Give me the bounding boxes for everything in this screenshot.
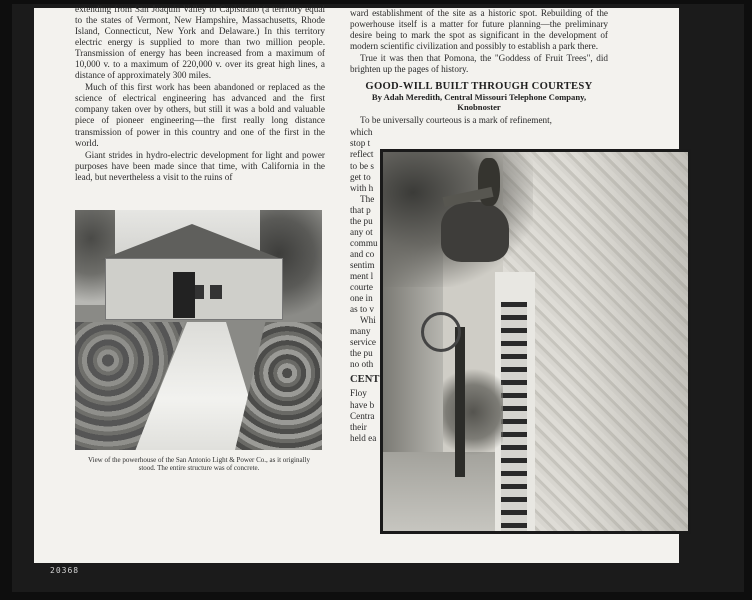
covered-line-2: reflect <box>350 149 374 160</box>
covered-line-b-2: Centra <box>350 410 375 421</box>
covered-heading: CENT <box>350 374 380 386</box>
covered-line-17: Whi <box>360 315 376 326</box>
byline-location: Knobnoster <box>457 102 501 113</box>
covered-line-b-3: their <box>350 421 367 432</box>
covered-line-19: service <box>350 337 377 348</box>
powerhouse-photo <box>75 210 322 450</box>
covered-line-8: the pu <box>350 215 373 226</box>
covered-line-b-1: have b <box>350 399 375 410</box>
covered-line-6: The <box>360 193 375 204</box>
covered-line-0: which <box>350 127 373 138</box>
covered-line-b-0: Floy <box>350 388 367 399</box>
covered-line-9: any ot <box>350 226 373 237</box>
byline <box>350 92 608 112</box>
article-heading: GOOD-WILL BUILT THROUGH COURTESY <box>365 81 593 93</box>
covered-line-20: the pu <box>350 348 373 359</box>
covered-line-15: one in <box>350 293 373 304</box>
covered-line-13: ment l <box>350 270 374 281</box>
film-number: 20368 <box>50 566 80 575</box>
photo-caption: View of the powerhouse of the San Antonio Light & Power Co., as it originally stood. The entire structure was of concrete. <box>88 456 310 473</box>
covered-line-7: that p <box>350 204 371 215</box>
covered-line-4: get to <box>350 171 371 182</box>
right-paragraph-1: ward establishment of the site as a historic spot. Rebuilding of the powerhouse itself is a matter for future planning—the preliminary desire being to mark the spot as significant in the development of modern scientific civilization and possibly to establish a park there. <box>350 8 608 52</box>
covered-line-11: and co <box>350 248 375 259</box>
covered-line-12: sentim <box>350 259 375 270</box>
article-first-line: To be universally courteous is a mark of refinement, <box>360 115 552 126</box>
covered-line-3: to be s <box>350 160 374 171</box>
covered-text-fragments <box>350 127 382 370</box>
covered-text-fragments-2 <box>350 388 382 443</box>
covered-line-5: with h <box>350 182 374 193</box>
covered-line-18: many <box>350 326 371 337</box>
overlay-photo-horse-trail <box>380 149 691 534</box>
covered-line-21: no oth <box>350 359 374 370</box>
covered-line-14: courte <box>350 282 373 293</box>
covered-line-b-4: held ea <box>350 432 377 443</box>
left-paragraph-2: Much of this first work has been abandoned or replaced as the science of electrical engineering has advanced and the first company taken over by others, but still it was a bold and valuable piece of pioneer engineering—the first really long distance transmission of power in this country and one of the first in the world. <box>75 82 325 148</box>
right-paragraph-2: True it was then that Pomona, the "Goddess of Fruit Trees", did brighten up the pages of history. <box>350 53 608 75</box>
left-paragraph-3: Giant strides in hydro-electric development for light and power purposes have been made since that time, with California in the lead, but nevertheless a visit to the ruins of <box>75 149 325 182</box>
covered-line-10: commu <box>350 237 378 248</box>
left-paragraph-1: extending from San Joaquin Valley to Capistrano (a territory equal to the states of Vermont, New Hampshire, Massachusetts, Rhode Island, Connecticut, New York and Delaware.) In this territory electric energy is supplied to more than two million people. Transmission of energy has been increased from a maximum of 10,000 v. to a maximum of 220,000 v. over its great high lines, a distance of approximately 300 miles. <box>75 4 325 81</box>
covered-line-16: as to v <box>350 304 374 315</box>
byline-author: By Adah Meredith, Central Missouri Telephone Company, <box>371 92 587 103</box>
covered-line-1: stop t <box>350 138 371 149</box>
left-column <box>75 4 325 184</box>
